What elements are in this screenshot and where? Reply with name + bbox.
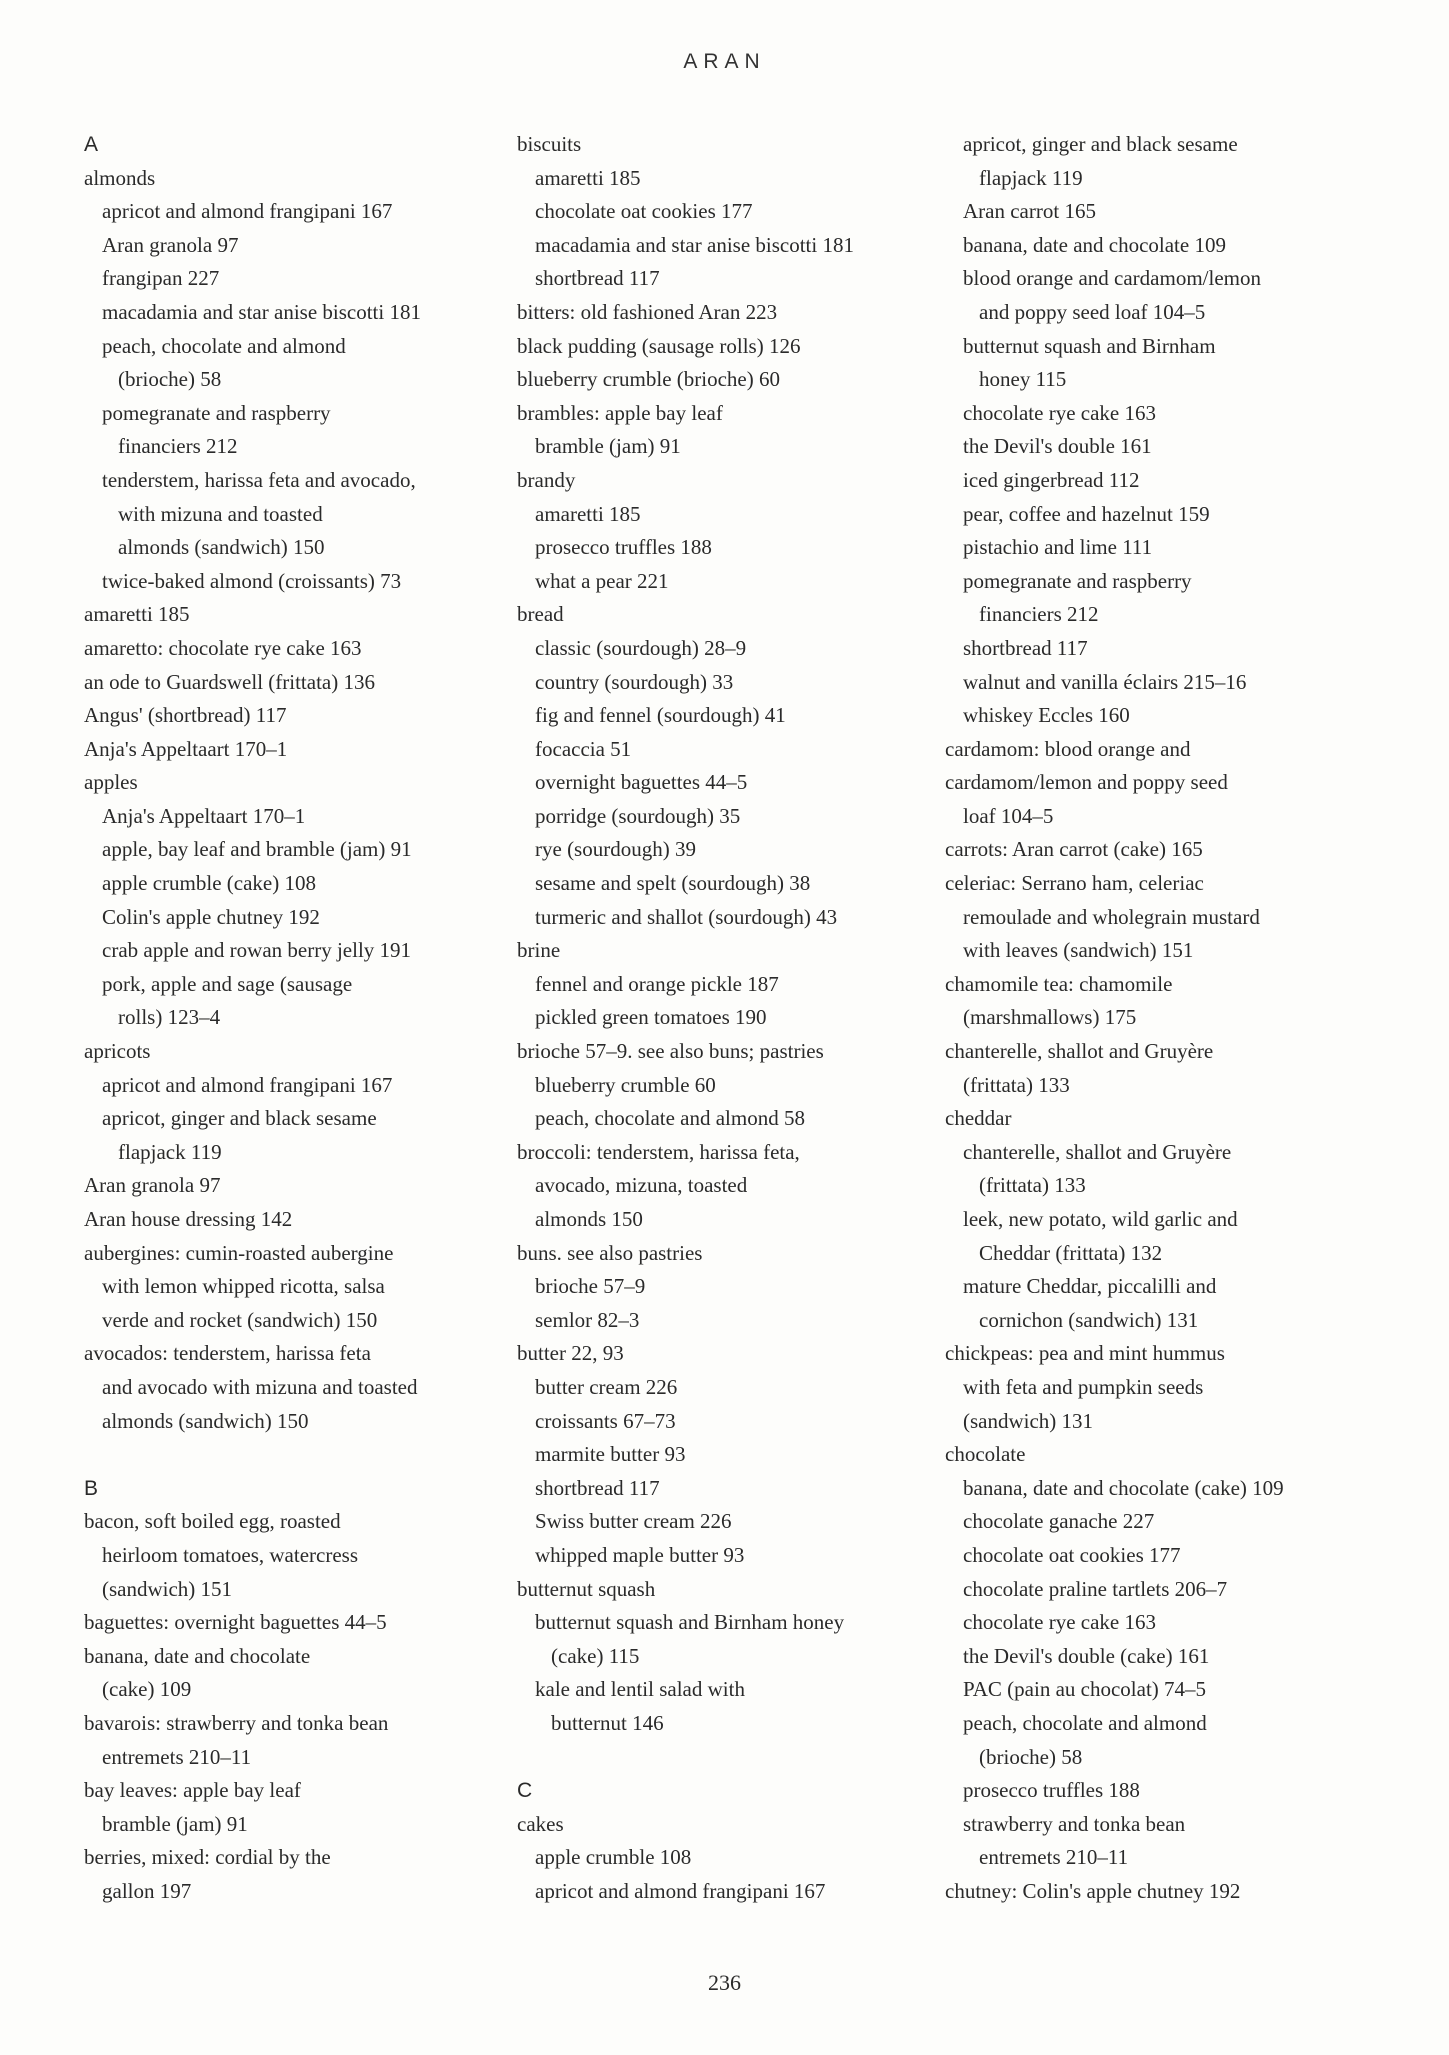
index-subentry: (frittata) 133 — [963, 1072, 1070, 1097]
index-heading: bitters: old fashioned Aran 223 — [517, 299, 778, 324]
index-subentry: apricot, ginger and black sesame — [963, 132, 1238, 156]
index-heading: brine — [517, 938, 561, 963]
index-subentry: whipped maple butter 93 — [535, 1542, 745, 1567]
index-subentry: banana, date and chocolate (cake) 109 — [963, 1475, 1284, 1500]
index-subentry: apple crumble 108 — [535, 1845, 692, 1870]
index-subentry: (brioche) 58 — [979, 1744, 1083, 1769]
index-subentry: turmeric and shallot (sourdough) 43 — [535, 904, 838, 929]
index-heading: Aran house dressing 142 — [84, 1207, 293, 1231]
index-subentry: pomegranate and raspberry — [102, 400, 331, 425]
index-subentry: cornichon (sandwich) 131 — [979, 1307, 1199, 1332]
index-subentry: amaretti 185 — [535, 501, 641, 526]
index-subentry: chocolate praline tartlets 206–7 — [963, 1576, 1228, 1601]
index-subentry: bramble (jam) 91 — [535, 434, 681, 459]
index-subentry: overnight baguettes 44–5 — [535, 770, 748, 795]
index-heading: chickpeas: pea and mint hummus — [945, 1341, 1225, 1366]
index-heading: apricots — [84, 1039, 151, 1064]
index-heading: Angus' (shortbread) 117 — [84, 703, 287, 728]
index-subentry: avocado, mizuna, toasted — [535, 1173, 748, 1198]
index-subentry: shortbread 117 — [535, 266, 660, 291]
index-heading: baguettes: overnight baguettes 44–5 — [84, 1610, 387, 1635]
index-subentry: walnut and vanilla éclairs 215–16 — [963, 669, 1247, 694]
index-subentry: apple crumble (cake) 108 — [102, 871, 316, 896]
index-subentry: brioche 57–9 — [535, 1274, 646, 1299]
index-subentry: marmite butter 93 — [535, 1442, 686, 1467]
index-subentry: strawberry and tonka bean — [963, 1811, 1186, 1836]
page-number: 236 — [708, 1970, 741, 1995]
index-heading: biscuits — [517, 132, 582, 156]
index-heading: carrots: Aran carrot (cake) 165 — [945, 837, 1203, 862]
index-subentry: the Devil's double (cake) 161 — [963, 1643, 1210, 1668]
index-subentry: chocolate ganache 227 — [963, 1509, 1155, 1534]
index-subentry: (cake) 115 — [551, 1643, 640, 1668]
index-subentry: pistachio and lime 111 — [963, 535, 1153, 560]
index-subentry: prosecco truffles 188 — [963, 1778, 1140, 1803]
index-subentry: classic (sourdough) 28–9 — [535, 635, 747, 660]
index-subentry: with leaves (sandwich) 151 — [963, 938, 1194, 963]
index-subentry: chanterelle, shallot and Gruyère — [963, 1139, 1232, 1164]
index-subentry: with lemon whipped ricotta, salsa — [102, 1274, 385, 1299]
index-heading: Aran granola 97 — [84, 1173, 221, 1198]
index-subentry: pomegranate and raspberry — [963, 568, 1192, 593]
index-subentry: whiskey Eccles 160 — [963, 703, 1130, 728]
index-subentry: croissants 67–73 — [535, 1408, 676, 1433]
section-letter: A — [84, 133, 99, 156]
index-subentry: and poppy seed loaf 104–5 — [979, 299, 1206, 324]
index-subentry: peach, chocolate and almond — [102, 333, 346, 358]
index-subentry: with feta and pumpkin seeds — [963, 1374, 1204, 1399]
index-subentry: loaf 104–5 — [963, 803, 1054, 828]
index-heading: banana, date and chocolate — [84, 1643, 311, 1668]
index-subentry: (sandwich) 131 — [963, 1408, 1094, 1433]
index-subentry: flapjack 119 — [979, 165, 1083, 190]
index-subentry: chocolate rye cake 163 — [963, 1610, 1156, 1635]
index-heading: bacon, soft boiled egg, roasted — [84, 1509, 341, 1534]
index-heading: buns. see also pastries — [517, 1240, 703, 1265]
index-subentry: PAC (pain au chocolat) 74–5 — [963, 1677, 1207, 1702]
index-subentry: chocolate rye cake 163 — [963, 400, 1156, 425]
index-subentry: banana, date and chocolate 109 — [963, 232, 1226, 257]
index-subentry: chocolate oat cookies 177 — [963, 1542, 1181, 1567]
index-heading: bavarois: strawberry and tonka bean — [84, 1710, 389, 1735]
index-subentry: porridge (sourdough) 35 — [535, 803, 741, 828]
index-heading: apples — [84, 770, 138, 795]
index-subentry: fig and fennel (sourdough) 41 — [535, 703, 786, 728]
index-heading: cardamom: blood orange and — [945, 736, 1191, 761]
index-subentry: butternut squash and Birnham — [963, 333, 1216, 358]
index-heading: bread — [517, 602, 564, 627]
index-subentry: crab apple and rowan berry jelly 191 — [102, 938, 412, 963]
index-subentry: (brioche) 58 — [118, 367, 222, 392]
index-subentry: prosecco truffles 188 — [535, 535, 712, 560]
index-subentry: the Devil's double 161 — [963, 434, 1152, 459]
index-subentry: blood orange and cardamom/lemon — [963, 266, 1261, 291]
index-subentry: flapjack 119 — [118, 1139, 222, 1164]
index-subentry: rolls) 123–4 — [118, 1005, 221, 1030]
index-subentry: gallon 197 — [102, 1878, 192, 1903]
index-subentry: remoulade and wholegrain mustard — [963, 904, 1260, 929]
index-subentry: with mizuna and toasted — [118, 501, 323, 526]
index-subentry: bramble (jam) 91 — [102, 1811, 248, 1836]
index-subentry: frangipan 227 — [102, 266, 220, 291]
index-subentry: pork, apple and sage (sausage — [102, 971, 353, 996]
index-subentry: heirloom tomatoes, watercress — [102, 1542, 358, 1567]
index-subentry: butternut 146 — [551, 1710, 664, 1735]
index-subentry: (frittata) 133 — [979, 1173, 1086, 1198]
index-subentry: (marshmallows) 175 — [963, 1005, 1137, 1030]
index-subentry: apricot and almond frangipani 167 — [102, 199, 393, 224]
index-subentry: country (sourdough) 33 — [535, 669, 734, 694]
index-heading: broccoli: tenderstem, harissa feta, — [517, 1139, 800, 1164]
index-heading: butter 22, 93 — [517, 1341, 624, 1366]
index-subentry: macadamia and star anise biscotti 181 — [535, 232, 854, 257]
index-subentry: apricot and almond frangipani 167 — [102, 1072, 393, 1097]
index-subentry: blueberry crumble 60 — [535, 1072, 716, 1097]
index-subentry: apricot and almond frangipani 167 — [535, 1878, 826, 1903]
index-heading: berries, mixed: cordial by the — [84, 1845, 331, 1870]
index-heading: chamomile tea: chamomile — [945, 971, 1173, 996]
index-heading: celeriac: Serrano ham, celeriac — [945, 871, 1204, 896]
index-subentry: financiers 212 — [118, 434, 238, 459]
index-subentry: Cheddar (frittata) 132 — [979, 1240, 1163, 1265]
section-gap — [517, 1741, 937, 1775]
index-heading: brambles: apple bay leaf — [517, 400, 723, 425]
index-subentry: almonds (sandwich) 150 — [118, 535, 325, 560]
index-subentry: entremets 210–11 — [102, 1744, 252, 1769]
index-heading: amaretto: chocolate rye cake 163 — [84, 635, 362, 660]
index-subentry: focaccia 51 — [535, 736, 632, 761]
index-subentry: semlor 82–3 — [535, 1307, 640, 1332]
index-subentry: shortbread 117 — [963, 635, 1088, 660]
index-heading: almonds — [84, 165, 156, 190]
index-subentry: almonds (sandwich) 150 — [102, 1408, 309, 1433]
index-heading: chocolate — [945, 1442, 1026, 1467]
index-heading: amaretti 185 — [84, 602, 190, 627]
index-subentry: peach, chocolate and almond 58 — [535, 1106, 805, 1131]
index-subentry: honey 115 — [979, 367, 1067, 392]
running-head: ARAN — [683, 50, 766, 73]
index-column-3 — [945, 128, 1365, 1908]
index-subentry: leek, new potato, wild garlic and — [963, 1207, 1238, 1231]
index-subentry: peach, chocolate and almond — [963, 1710, 1207, 1735]
section-letter: C — [517, 1779, 533, 1803]
index-subentry: Swiss butter cream 226 — [535, 1509, 732, 1534]
index-heading: Anja's Appeltaart 170–1 — [84, 736, 288, 761]
index-subentry: (sandwich) 151 — [102, 1576, 233, 1601]
index-subentry: fennel and orange pickle 187 — [535, 971, 779, 996]
index-subentry: rye (sourdough) 39 — [535, 837, 696, 862]
index-heading: aubergines: cumin-roasted aubergine — [84, 1240, 394, 1265]
index-subentry: apple, bay leaf and bramble (jam) 91 — [102, 837, 412, 862]
index-subentry: and avocado with mizuna and toasted — [102, 1374, 418, 1399]
index-subentry: what a pear 221 — [535, 568, 669, 593]
index-heading: cheddar — [945, 1106, 1012, 1131]
index-subentry: butternut squash and Birnham honey — [535, 1610, 845, 1635]
section-letter: B — [84, 1476, 99, 1500]
index-heading: brioche 57–9. see also buns; pastries — [517, 1039, 824, 1064]
index-heading: chutney: Colin's apple chutney 192 — [945, 1878, 1241, 1903]
index-subentry: verde and rocket (sandwich) 150 — [102, 1307, 378, 1332]
index-subentry: amaretti 185 — [535, 165, 641, 190]
index-heading: butternut squash — [517, 1576, 656, 1601]
index-subentry: iced gingerbread 112 — [963, 467, 1140, 492]
index-subentry: almonds 150 — [535, 1207, 643, 1231]
index-column-2 — [517, 128, 937, 1908]
index-subentry: (cake) 109 — [102, 1677, 192, 1702]
index-subentry: chocolate oat cookies 177 — [535, 199, 753, 224]
index-heading: avocados: tenderstem, harissa feta — [84, 1341, 371, 1366]
index-subentry: pickled green tomatoes 190 — [535, 1005, 767, 1030]
index-subentry: kale and lentil salad with — [535, 1677, 745, 1702]
index-heading: black pudding (sausage rolls) 126 — [517, 333, 801, 358]
index-heading: blueberry crumble (brioche) 60 — [517, 367, 780, 392]
index-subentry: mature Cheddar, piccalilli and — [963, 1274, 1217, 1299]
index-subentry: tenderstem, harissa feta and avocado, — [102, 467, 416, 492]
index-subentry: butter cream 226 — [535, 1374, 678, 1399]
index-subentry: macadamia and star anise biscotti 181 — [102, 299, 421, 324]
index-subentry: apricot, ginger and black sesame — [102, 1106, 377, 1131]
index-column-1 — [84, 128, 504, 1908]
section-gap — [84, 1438, 504, 1472]
index-heading: chanterelle, shallot and Gruyère — [945, 1039, 1214, 1064]
index-subentry: Anja's Appeltaart 170–1 — [102, 803, 306, 828]
index-heading: cardamom/lemon and poppy seed — [945, 770, 1228, 795]
index-heading: brandy — [517, 467, 576, 492]
index-heading: bay leaves: apple bay leaf — [84, 1778, 301, 1803]
index-subentry: Aran granola 97 — [102, 232, 239, 257]
index-subentry: entremets 210–11 — [979, 1845, 1129, 1870]
index-heading: cakes — [517, 1811, 564, 1836]
index-subentry: financiers 212 — [979, 602, 1099, 627]
index-subentry: Colin's apple chutney 192 — [102, 904, 320, 929]
index-subentry: shortbread 117 — [535, 1475, 660, 1500]
index-subentry: sesame and spelt (sourdough) 38 — [535, 871, 811, 896]
index-subentry: twice-baked almond (croissants) 73 — [102, 568, 402, 593]
index-subentry: pear, coffee and hazelnut 159 — [963, 501, 1210, 526]
index-subentry: Aran carrot 165 — [963, 199, 1096, 224]
index-heading: an ode to Guardswell (frittata) 136 — [84, 669, 375, 694]
